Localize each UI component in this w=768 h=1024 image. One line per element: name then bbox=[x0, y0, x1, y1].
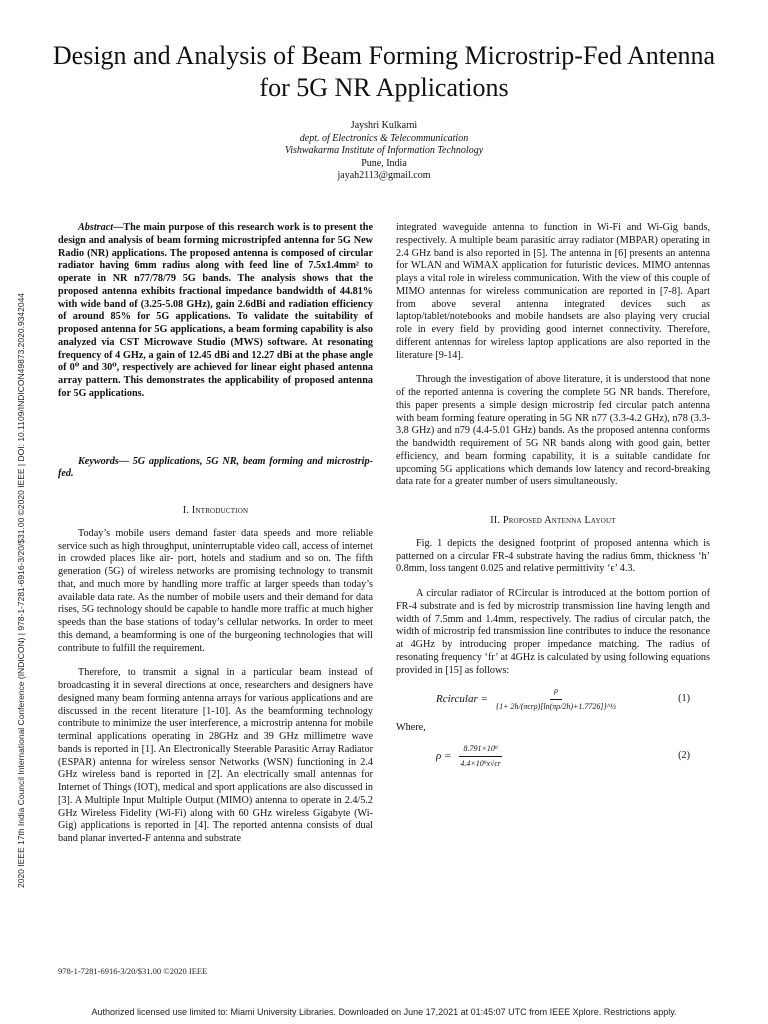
equation-2-number: (2) bbox=[678, 750, 690, 762]
section-heading-introduction: I. Introduction bbox=[182, 505, 249, 516]
copyright-footer: 978-1-7281-6916-3/20/$31.00 ©2020 IEEE bbox=[58, 966, 208, 976]
author-institute: Vishwakarma Institute of Information Technology bbox=[284, 145, 484, 156]
where-label: Where, bbox=[396, 721, 426, 733]
layout-paragraph-2: A circular radiator of RCircular is introduced at the bottom portion of FR-4 substrate and is fed by microstrip transmission line having length and width of 7.5mm and 1.4mm, respectively. The radius of circular patch, the width of microstrip fed transmission line contributes to induce the resonance at 4GHz by introducing proper impedance matching. The radius of resonating frequency ‘fr’ at 4GHz is calculated by using following equations provided in [15] as follows: bbox=[396, 588, 710, 676]
intro-paragraph-1: Today’s mobile users demand faster data speeds and more reliable service such as high throughput, uninterruptable video call, access of internet in crowded places like air- port, hotels and stadium and so on. The fifth generation (5G) of wireless networks are promising technology to transmit that, and much more by handling more traffic at larger speeds than today’s available data rate. As the number of mobile users and their demand for data rises, 5G technology should be capable to handle more traffic at much higher speeds than the base stations of today’s cellular networks. In order to meet this demand, a beamforming is one of the burgeoning technologies that will contribute to fulfill the requirement. bbox=[58, 527, 373, 654]
equation-2 bbox=[396, 743, 710, 772]
author-dept: dept. of Electronics & Telecommunication bbox=[299, 132, 469, 144]
side-citation bbox=[16, 292, 26, 889]
equation-2-denominator: 4.4×10⁹x√ϵr bbox=[460, 759, 501, 769]
equation-2-fraction bbox=[459, 743, 501, 772]
equation-1-numerator: ρ bbox=[550, 685, 562, 700]
abstract-text: The main purpose of this research work is to present the design and analysis of beam forming microstripfed antenna for 5G New Radio (NR) applications. The proposed antenna is composed of circular radiator having 6mm radius along with feed line of 7.5x1.4mm² to operate in NR n77/78/79 5G bands. The analysis shows that the proposed antenna exhibits fractional impedance bandwidth of 44.81% with wide band of (3.25-5.08 GHz), gain 2.6dBi and radiation efficiency of around 85% for 5G applications. To validate the suitability of proposed antenna for 5G applications, a beam forming capability is also analyzed via CST Microwave Studio (MWS) software. At resonating frequency of 4 GHz, a gain of 12.45 dBi and 12.27 dBi at the phase angle of 0⁰ and 30⁰, respectively are achieved for linear eight phased antenna array pattern. This demonstrates the applicability of proposed antenna for 5G applications. bbox=[58, 222, 373, 399]
equation-2-numerator: 8.791×10⁹ bbox=[459, 743, 501, 758]
left-column bbox=[58, 222, 373, 846]
section-heading-antenna-layout: II. Proposed Antenna Layout bbox=[490, 515, 616, 526]
keywords: Keywords— 5G applications, 5G NR, beam forming and microstrip-fed. bbox=[58, 455, 373, 480]
equation-1-denominator: {1+ 2h/(πϵrρ)[ln(πρ/2h)+1.7726]}^½ bbox=[495, 702, 617, 711]
paper-title: Design and Analysis of Beam Forming Microstrip-Fed Antenna for 5G NR Applications bbox=[52, 41, 716, 102]
side-citation-text: 2020 IEEE 17th India Council International Conference (INDICON) | 978-1-7281-6916-3/20/$31.00 ©2020 IEEE | DOI: 10.1109/INDICON49873.2020.9342044 bbox=[16, 292, 26, 888]
author-city: Pune, India bbox=[361, 157, 407, 169]
equation-1 bbox=[396, 685, 710, 714]
equation-1-lhs: Rcircular = bbox=[436, 693, 488, 706]
intro-paragraph-4: Through the investigation of above literature, it is understood that none of the reported antenna is covering the complete 5G NR bands. Therefore, this paper presents a simple design microstrip fed circular patch antenna with beam forming feature operating in 5G NR n77 (3.3-4.2 GHz), n78 (3.3-3.8 GHz) and n79 (4.4-5.01 GHz) bands. As the proposed antenna conforms the bandwidth requirement of 5G NR bands along with good gain, better efficiency, and beam forming capability, it is a suitable candidate for upcoming 5G applications which demands low latency and record-breaking data rate for a greater number of users simultaneously. bbox=[396, 374, 710, 488]
author-block bbox=[184, 120, 584, 183]
abstract bbox=[58, 222, 373, 401]
intro-paragraph-2: Therefore, to transmit a signal in a particular beam instead of broadcasting it in several directions at once, researchers and designers have designed many beam forming antenna arrays for various applications and are discussed in the recent literature [1-10]. As the beamforming technology contribute to minimize the user interference, a microstrip antenna for mobile terminal applications operating in 28GHz and 39 GHz millimetre wave bands is reported in [1]. An Electronically Steerable Parasitic Array Radiator (ESPAR) antenna for wireless sensor Networks (WSN) functioning in 2.4 GHz wireless band is reported in [2]. An electrically small antennas for Internet of Things (IOT), medical and sport applications are also discussed in [3]. A Multiple Input Multiple Output (MIMO) antenna to operate in 2.4/5.2 GHz Wireless Fidelity (Wi-Fi) along with 60 GHz wireless Gigabyte (Wi-Gig) applications is reported in [4]. The reported antenna consists of dual band planar inverted-F antenna and substrate bbox=[58, 667, 373, 844]
author-email: jayah2113@gmail.com bbox=[337, 170, 431, 181]
author-name: Jayshri Kulkarni bbox=[350, 120, 418, 131]
layout-paragraph-1: Fig. 1 depicts the designed footprint of proposed antenna which is patterned on a circular FR-4 substrate having the radius 6mm, thickness ‘h’ 0.8mm, loss tangent 0.025 and relative permittivity ‘ϵ’ 4.3. bbox=[396, 537, 710, 575]
right-column bbox=[396, 222, 710, 779]
equation-2-lhs: ρ = bbox=[436, 750, 452, 763]
abstract-dash: — bbox=[113, 222, 124, 233]
equation-1-fraction bbox=[496, 685, 616, 714]
intro-paragraph-3: integrated waveguide antenna to function in Wi-Fi and Wi-Gig bands, respectively. A multiple beam parasitic array radiator (MBPAR) operating in 2.4 GHz band is also reported in [5]. The antenna in [6] presents an antenna for WLAN and WiMAX application for futuristic devices. MIMO antennas plays a vital role in wireless communication. With the view of this couple of MIMO antennas for wireless communication are reported in [7-8]. Apart from above several antenna integrated devices such as laptop/tablet/notebooks and mobile handsets are also playing very crucial role in every field by providing good internet connectivity. Therefore, different antennas for wireless laptop applications are also reported in the literature [9-14]. bbox=[396, 222, 710, 361]
abstract-lead: Abstract bbox=[78, 222, 114, 233]
equation-1-number: (1) bbox=[678, 693, 690, 705]
license-footer: Authorized licensed use limited to: Miami University Libraries. Downloaded on June 17,2021 at 01:45:07 UTC from IEEE Xplore. Restrictions apply. bbox=[91, 1007, 677, 1017]
